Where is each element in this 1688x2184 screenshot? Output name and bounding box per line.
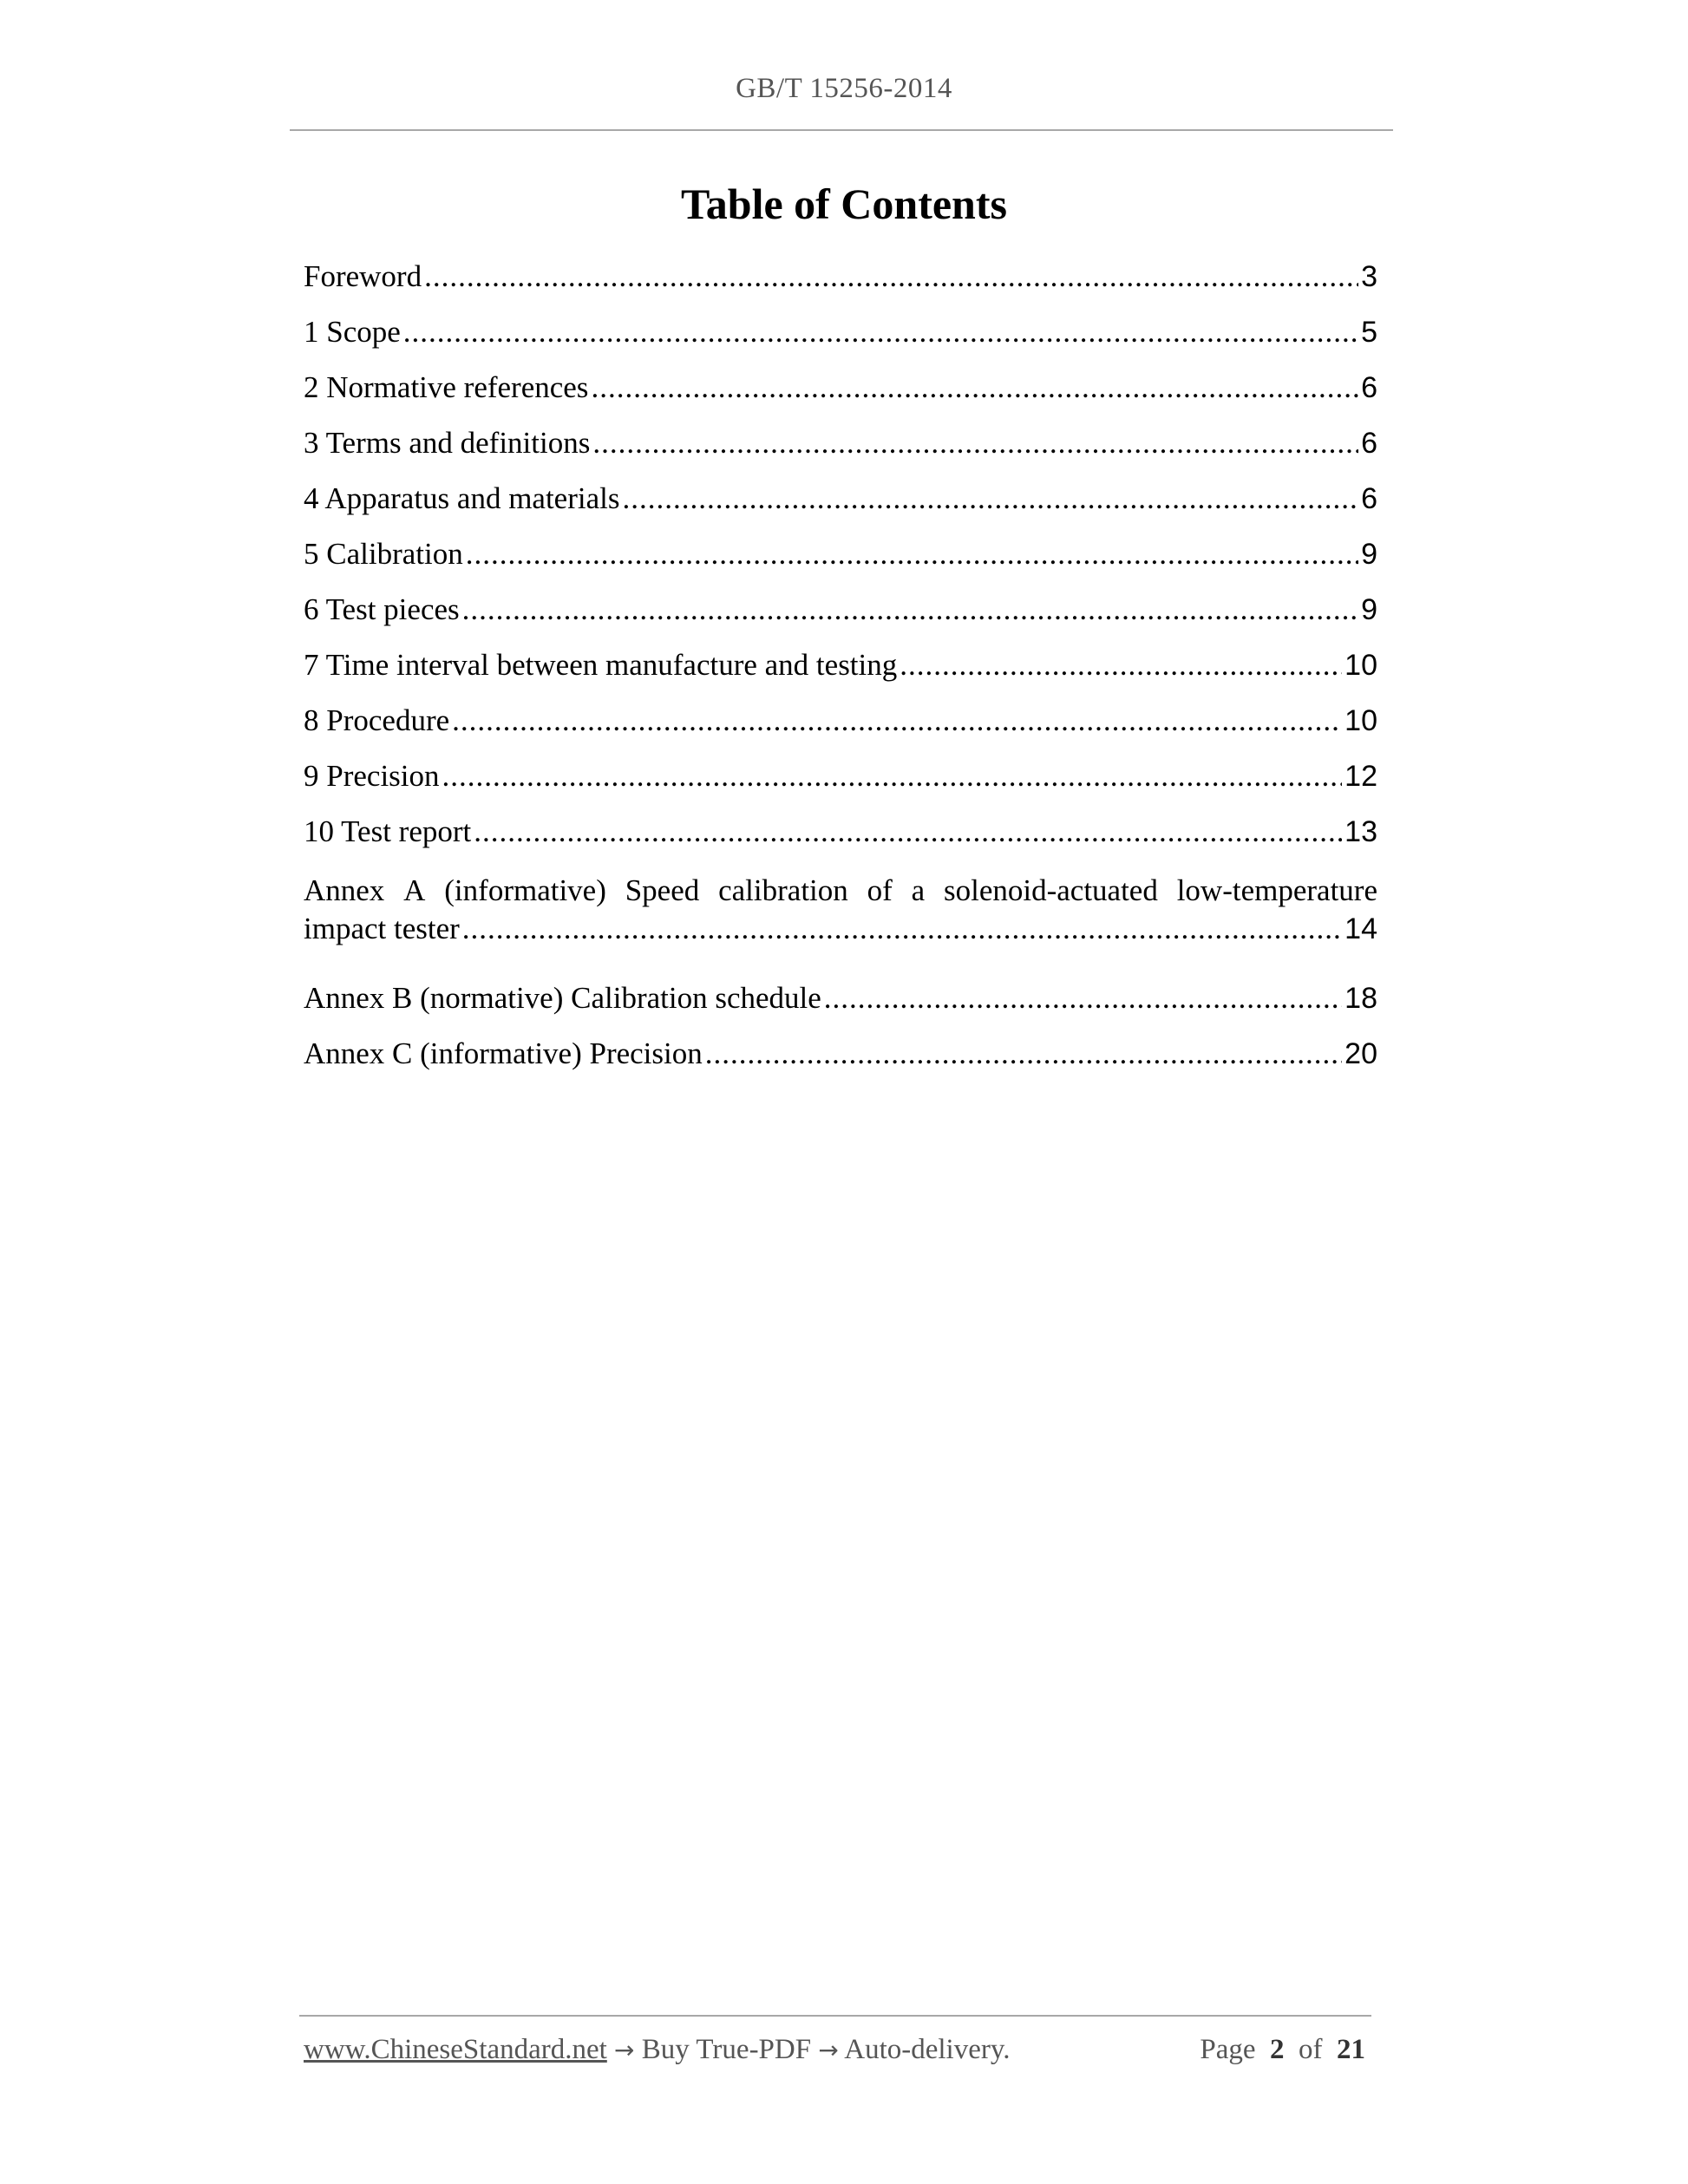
dot-leader <box>705 1036 1342 1071</box>
toc-word: low-temperature <box>1176 873 1377 907</box>
toc-entry-calibration[interactable] <box>304 537 1377 592</box>
table-of-contents <box>304 259 1377 1092</box>
dot-leader <box>592 426 1358 461</box>
toc-entry-title: 4 Apparatus and materials <box>304 481 620 515</box>
toc-entry-page: 5 <box>1361 316 1377 349</box>
footer-promo <box>304 2034 1010 2066</box>
toc-entry-page: 6 <box>1361 482 1377 515</box>
toc-entry-page: 10 <box>1345 649 1377 682</box>
toc-entry-page: 6 <box>1361 371 1377 404</box>
toc-entry-page: 20 <box>1345 1037 1377 1070</box>
toc-entry-title: 7 Time interval between manufacture and testing <box>304 648 898 682</box>
page-current: 2 <box>1270 2034 1285 2065</box>
toc-entry-procedure[interactable] <box>304 703 1377 759</box>
toc-entry-page: 3 <box>1361 260 1377 293</box>
toc-word: of <box>867 873 893 907</box>
dot-leader <box>424 259 1358 294</box>
toc-entry-page: 6 <box>1361 427 1377 460</box>
dot-leader <box>824 981 1342 1016</box>
toc-entry-page: 9 <box>1361 593 1377 626</box>
toc-word: Annex <box>304 873 385 907</box>
toc-entry-precision[interactable] <box>304 759 1377 814</box>
document-code: GB/T 15256-2014 <box>736 73 952 104</box>
header-divider <box>290 129 1393 131</box>
toc-entry-page: 13 <box>1345 815 1377 848</box>
toc-word: (informative) <box>444 873 606 907</box>
toc-entry-title: 10 Test report <box>304 814 472 848</box>
dot-leader <box>900 648 1342 683</box>
dot-leader <box>462 912 1342 946</box>
auto-delivery-text: Auto-delivery. <box>844 2034 1011 2065</box>
footer-divider <box>299 2015 1371 2017</box>
dot-leader <box>452 703 1342 738</box>
toc-entry-foreword[interactable] <box>304 259 1377 315</box>
toc-entry-title: 9 Precision <box>304 759 440 793</box>
toc-entry-title-line2 <box>304 912 1377 946</box>
toc-entry-title: Annex C (informative) Precision <box>304 1036 703 1070</box>
toc-word: Speed <box>625 873 700 907</box>
toc-entry-title: 1 Scope <box>304 315 401 349</box>
arrow-right-icon: → <box>818 2036 839 2064</box>
toc-entry-title: Annex B (normative) Calibration schedule <box>304 981 821 1015</box>
dot-leader <box>466 537 1358 572</box>
toc-entry-page: 12 <box>1345 760 1377 793</box>
dot-leader <box>591 370 1358 405</box>
toc-entry-annex-a[interactable] <box>304 870 1377 981</box>
toc-entry-title-line1 <box>304 870 1377 912</box>
dot-leader <box>442 759 1343 794</box>
toc-entry-normative-references[interactable] <box>304 370 1377 426</box>
dot-leader <box>622 481 1358 516</box>
page-label: Page <box>1200 2034 1256 2065</box>
page-total: 21 <box>1337 2034 1365 2065</box>
toc-entry-test-report[interactable] <box>304 814 1377 870</box>
buy-pdf-text: Buy True-PDF <box>641 2034 812 2065</box>
toc-entry-title: Foreword <box>304 259 422 293</box>
toc-entry-title: 8 Procedure <box>304 703 450 737</box>
site-link[interactable]: www.ChineseStandard.net <box>304 2034 607 2065</box>
toc-entry-scope[interactable] <box>304 315 1377 370</box>
toc-word: A <box>403 873 426 907</box>
toc-entry-page: 18 <box>1345 982 1377 1015</box>
toc-entry-apparatus[interactable] <box>304 481 1377 537</box>
toc-entry-title: 2 Normative references <box>304 370 589 404</box>
toc-entry-annex-c[interactable] <box>304 1036 1377 1092</box>
toc-word: solenoid-actuated <box>944 873 1158 907</box>
toc-entry-title: 5 Calibration <box>304 537 463 571</box>
toc-entry-title: 3 Terms and definitions <box>304 426 591 460</box>
toc-word: calibration <box>718 873 848 907</box>
toc-entry-page: 14 <box>1345 912 1377 945</box>
page-indicator <box>1200 2034 1365 2066</box>
dot-leader <box>462 592 1358 627</box>
toc-entry-title: impact tester <box>304 912 460 945</box>
toc-heading: Table of Contents <box>681 180 1007 228</box>
toc-entry-title: 6 Test pieces <box>304 592 460 626</box>
arrow-right-icon: → <box>614 2036 635 2064</box>
toc-entry-test-pieces[interactable] <box>304 592 1377 648</box>
toc-entry-terms-definitions[interactable] <box>304 426 1377 481</box>
toc-entry-time-interval[interactable] <box>304 648 1377 703</box>
toc-entry-annex-b[interactable] <box>304 981 1377 1036</box>
of-label: of <box>1299 2034 1323 2065</box>
toc-word: a <box>911 873 926 907</box>
dot-leader <box>403 315 1358 350</box>
toc-entry-page: 10 <box>1345 704 1377 737</box>
dot-leader <box>474 814 1342 849</box>
toc-entry-page: 9 <box>1361 538 1377 571</box>
